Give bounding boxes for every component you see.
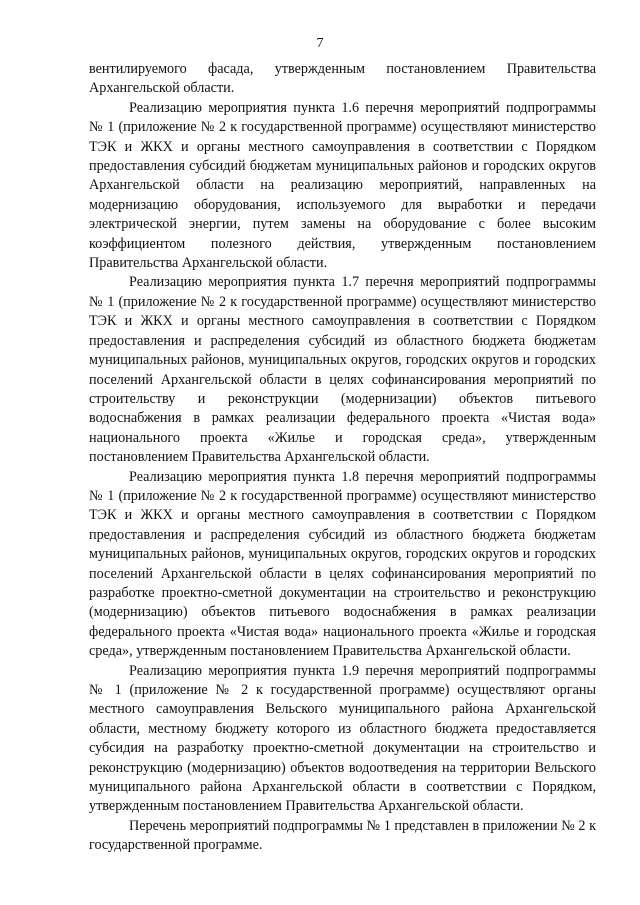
- paragraph-item-1-6: Реализацию мероприятия пункта 1.6 перечня мероприятий подпрограммы № 1 (приложение № 2 к государственной программе) осуществляют министерство ТЭК и ЖКХ и органы местного самоуправления в соответствии с Порядком предоставления субсидий бюджетам муниципальных районов и городских округов Архангельской области на реализацию мероприятий, направленных на модернизацию оборудования, используемого для выработки и передачи электрической энергии, путем замены на оборудование с более высоким коэффициентом полезного действия, утвержденным постановлением Правительства Архангельской области.: [89, 99, 596, 272]
- paragraph-item-1-9: Реализацию мероприятия пункта 1.9 перечня мероприятий подпрограммы № 1 (приложение № 2 к государственной программе) осуществляют органы местного самоуправления Вельского муниципального района Архангельской области, местному бюджету которого из областного бюджета предоставляется субсидия на разработку проектно-сметной документации на строительство и реконструкцию (модернизацию) объектов водоотведения на территории Вельского муниципального района Архангельской области в соответствии с Порядком, утвержденным постановлением Правительства Архангельской области.: [89, 662, 596, 815]
- paragraph-item-1-7: Реализацию мероприятия пункта 1.7 перечня мероприятий подпрограммы № 1 (приложение № 2 к государственной программе) осуществляют министерство ТЭК и ЖКХ и органы местного самоуправления в соответствии с Порядком предоставления и распределения субсидий из областного бюджета бюджетам муниципальных районов, муниципальных округов, городских округов и городских поселений Архангельской области в целях софинансирования мероприятий по строительству и реконструкции (модернизации) объектов питьевого водоснабжения в рамках реализации федерального проекта «Чистая вода» национального проекта «Жилье и городская среда», утвержденным постановлением Правительства Архангельской области.: [89, 274, 596, 466]
- paragraph-item-1-8: Реализацию мероприятия пункта 1.8 перечня мероприятий подпрограммы № 1 (приложение № 2 к государственной программе) осуществляют министерство ТЭК и ЖКХ и органы местного самоуправления в соответствии с Порядком предоставления и распределения субсидий из областного бюджета бюджетам муниципальных районов, муниципальных округов, городских округов и городских поселений Архангельской области в целях софинансирования мероприятий по разработке проектно-сметной документации на строительство и реконструкцию (модернизацию) объектов питьевого водоснабжения в рамках реализации федерального проекта «Чистая вода» национального проекта «Жилье и городская среда», утвержденным постановлением Правительства Архангельской области.: [89, 468, 596, 660]
- paragraph-summary: Перечень мероприятий подпрограммы № 1 представлен в приложении № 2 к государственной программе.: [89, 817, 596, 854]
- document-body: [89, 60, 596, 856]
- page-number: 7: [316, 36, 324, 51]
- paragraph-continuation: вентилируемого фасада, утвержденным постановлением Правительства Архангельской области.: [89, 61, 596, 97]
